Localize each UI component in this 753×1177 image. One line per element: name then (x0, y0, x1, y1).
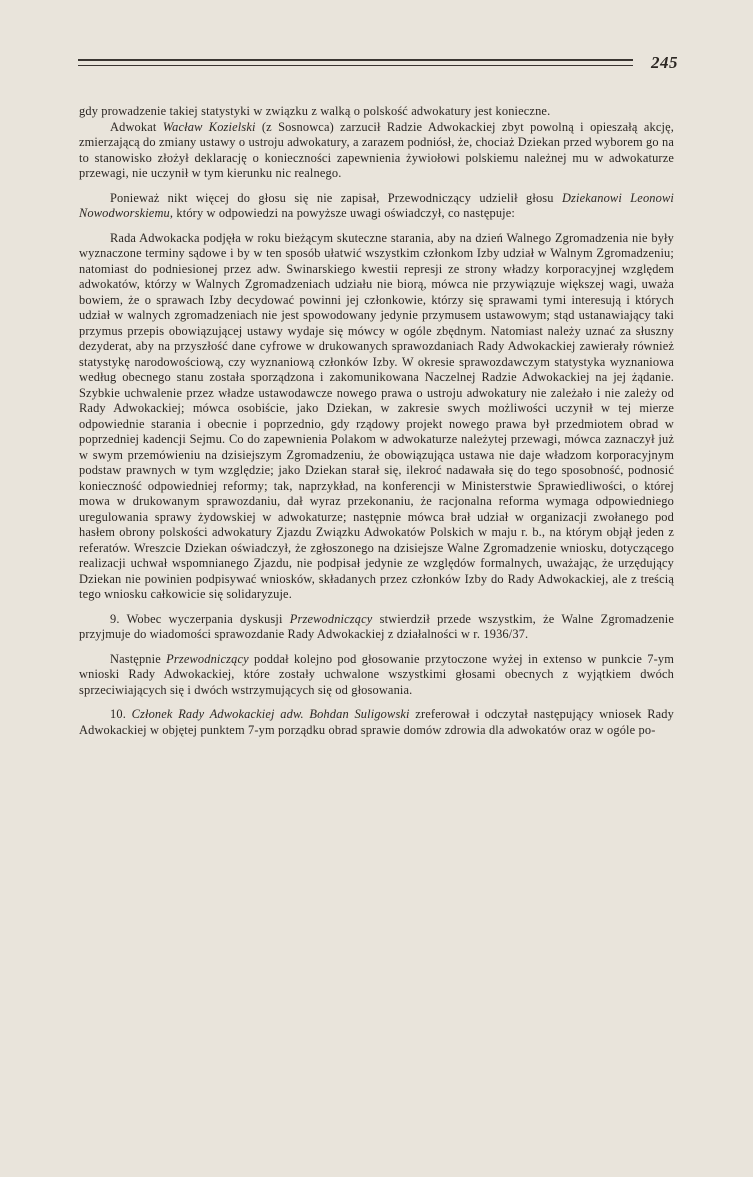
text-run: (z Sosnowca) zarzucił Radzie Adwokackiej zbyt powolną i opieszałą akcję, zmierzającą do zmiany ustawy o ustroju adwokatury, a zarazem podniósł, że, chociaż Dziekan przed wyborem go na to stanowisko złożył deklarację o konieczności zapewnienia żywiołowi polskiemu należnej mu w adwokaturze przewagi, nie uczynił w tym kierunku nic realnego. (79, 119, 674, 180)
text-run: który w odpowiedzi na powyższe uwagi oświadczył, co następuje: (173, 206, 515, 220)
paragraph-3 (79, 191, 674, 222)
text-run: 10. (110, 707, 132, 721)
italic-text: Członek Rady Adwokackiej adw. Bohdan Suligowski (131, 707, 410, 721)
paragraph-7 (79, 707, 674, 738)
header-rule-bottom (78, 65, 633, 66)
italic-text: Dziekanowi Leonowi Nowodworskiemu, (79, 190, 674, 220)
italic-text: Przewodniczący (166, 651, 249, 666)
paragraph-4 (79, 231, 674, 603)
italic-text: Wacław Kozielski (162, 119, 256, 134)
paragraph-1 (79, 104, 674, 120)
paragraph-6 (79, 652, 674, 699)
paragraph-5 (79, 612, 674, 643)
header-rule-top (78, 59, 633, 61)
text-run: Ponieważ nikt więcej do głosu się nie zapisał, Przewodniczący udzielił głosu (110, 190, 562, 205)
page-number: 245 (651, 53, 678, 72)
italic-text: Przewodniczący (289, 611, 373, 626)
text-run: Następnie (110, 651, 167, 666)
text-run: Adwokat (110, 119, 163, 134)
page-header (78, 53, 678, 75)
text-run: stwierdził przede wszystkim, że Walne Zgromadzenie przyjmuje do wiadomości sprawozdanie Rady Adwokackiej z działalności w r. 1936/37. (79, 611, 674, 641)
body-text (79, 104, 674, 738)
paragraph-2 (79, 120, 674, 182)
text-run: gdy prowadzenie takiej statystyki w związku z walką o polskość adwokatury jest konieczne. (79, 104, 551, 118)
text-run: Rada Adwokacka podjęła w roku bieżącym skuteczne starania, aby na dzień Walnego Zgromadzenia nie były wyznaczone terminy sądowe i by w ten sposób ułatwić wszystkim członkom Izby udział w Walnym Zgromadzeniu; natomiast do podniesionej przez adw. Swinarskiego kwestii represji ze strony władzy korporacyjnej względem adwokatów, którzy w Walnych Zgromadzeniach udziału nie biorą, mówca nie przywiązuje większej wagi, uważa bowiem, że o sprawach Izby decydować powinni jej członkowie, którzy się sprawami tymi interesują i których udział w walnych zgromadzeniach nie jest spowodowany jedynie przymusem ustawowym; stąd ustanawiający taki przymus przepis obowiązującej ustawy wydaje się mówcy w ogóle zbędnym. Natomiast należy uznać za słuszny dezyderat, aby na przyszłość dane cyfrowe w drukowanych sprawozdaniach Rady Adwokackiej zawierały również statystykę narodowościową, czy wyznaniową członków Izby. W okresie sprawozdawczym statystyka wyznaniowa według obecnego stanu została sporządzona i zakomunikowana Naczelnej Radzie Adwokackiej na jej żądanie. Szybkie uchwalenie przez władze ustawodawcze nowego prawa o ustroju adwokatury nie zależało i nie zależy od Rady Adwokackiej; mówca osobiście, jako Dziekan, w zakresie swych możliwości uczynił w tej mierze odpowiednie starania i obecnie i poprzednio, gdy rządowy projekt nowego prawa był przedmiotem obrad w poprzedniej kadencji Sejmu. Co do zapewnienia Polakom w adwokaturze należytej przewagi, mówca zaznaczył już w swym przemówieniu na dzisiejszym Zgromadzeniu, że obowiązująca ustawa nie daje władzom korporacyjnym podstaw prawnych w tym względzie; jako Dziekan starał się, ilekroć nadawała się do tego sposobność, podnosić konieczność odpowiedniej reformy; tak, naprzykład, na konferencji w Ministerstwie Sprawiedliwości, o której mowa w drukowanym sprawozdaniu, dał wyraz przekonaniu, że racjonalna reforma wymaga odpowiedniego uregulowania sprawy żydowskiej w adwokaturze; następnie mówca brał udział w organizacji zwołanego pod hasłem obrony polskości adwokatury Zjazdu Związku Adwokatów Polskich w maju r. b., na którym objął jeden z referatów. Wreszcie Dziekan oświadczył, że zgłoszonego na dzisiejsze Walne Zgromadzenie wniosku, dotyczącego realizacji uchwał wspomnianego Zjazdu, nie podpisał jedynie ze względów formalnych, uważając, że urzędujący Dziekan nie powinien podpisywać wniosków, składanych przez członków Izby do Rady Adwokackiej, ale z treścią tego wniosku całkowicie się solidaryzuje. (79, 230, 674, 601)
text-run: zreferował i odczytał następujący wniosek Rady Adwokackiej w objętej punktem 7-ym porządku obrad sprawie domów zdrowia dla adwokatów oraz w ogóle po- (79, 707, 674, 737)
text-run: poddał kolejno pod głosowanie przytoczone wyżej in extenso w punkcie 7-ym wnioski Rady Adwokackiej, które zostały uchwalone wszystkimi głosami obecnych z wyjątkiem dwóch sprzeciwiających się i dwóch wstrzymujących się od głosowania. (79, 651, 674, 697)
text-run: 9. Wobec wyczerpania dyskusji (110, 611, 290, 626)
